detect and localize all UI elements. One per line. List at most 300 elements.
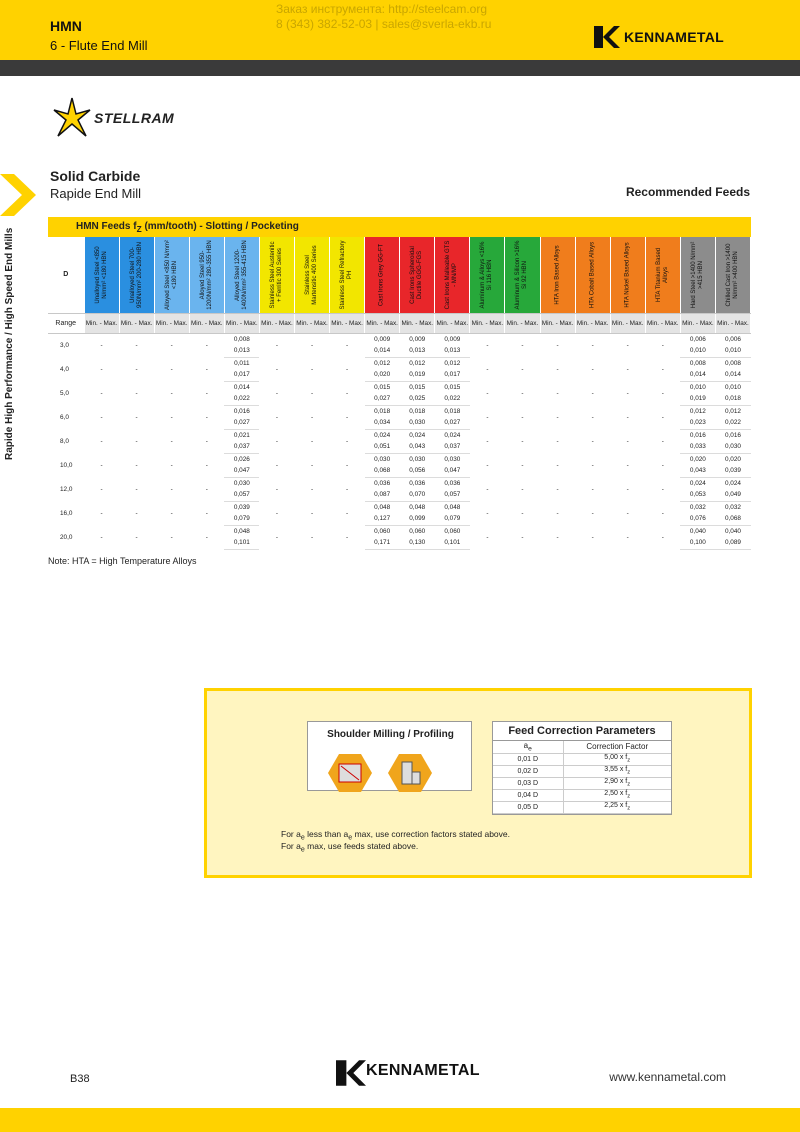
feed-min-cell: 0,040 bbox=[724, 527, 741, 535]
diameter-cell: 5,0 bbox=[60, 389, 69, 397]
empty-cell: - bbox=[100, 389, 103, 397]
recommended-feeds-title: Recommended Feeds bbox=[625, 185, 750, 199]
feed-max-cell: 0,079 bbox=[224, 513, 259, 525]
material-label: Cast Irons Malleable GTS - MN/MP bbox=[445, 240, 459, 310]
empty-cell: - bbox=[626, 437, 629, 445]
material-label: Stainless Steel Refractory PH bbox=[340, 240, 354, 310]
table-row bbox=[48, 405, 751, 417]
empty-cell: - bbox=[556, 509, 559, 517]
empty-cell: - bbox=[170, 533, 173, 541]
empty-cell: - bbox=[135, 365, 138, 373]
feed-max-cell: 0,014 bbox=[680, 369, 715, 381]
empty-cell: - bbox=[486, 437, 489, 445]
table-row bbox=[48, 333, 751, 345]
minmax-label: Min. - Max. bbox=[610, 313, 645, 333]
empty-cell: - bbox=[556, 389, 559, 397]
empty-cell: - bbox=[486, 461, 489, 469]
empty-cell: - bbox=[310, 341, 314, 349]
empty-cell: - bbox=[275, 509, 278, 517]
section-title: Solid Carbide bbox=[50, 168, 141, 184]
table-row bbox=[48, 453, 751, 465]
minmax-label: Min. - Max. bbox=[119, 313, 154, 333]
feed-min-cell: 0,048 bbox=[374, 503, 391, 511]
material-header bbox=[330, 237, 365, 313]
hta-note: Note: HTA = High Temperature Alloys bbox=[48, 556, 197, 566]
empty-cell: - bbox=[170, 485, 173, 493]
material-header bbox=[259, 237, 294, 313]
feed-max-cell: 0,030 bbox=[400, 417, 435, 429]
feed-max-cell: 0,047 bbox=[224, 465, 259, 477]
shoulder-milling-panel bbox=[307, 721, 472, 791]
empty-cell: - bbox=[100, 485, 103, 493]
empty-cell: - bbox=[556, 533, 559, 541]
material-header bbox=[505, 237, 540, 313]
empty-cell: - bbox=[135, 389, 138, 397]
empty-cell: - bbox=[346, 413, 349, 421]
material-label: Aluminum & Alloys <16% Si 116 HBN bbox=[480, 241, 494, 309]
minmax-label: Min. - Max. bbox=[224, 313, 259, 333]
factor-value: 2,50 x $f_z$ bbox=[563, 789, 671, 801]
diameter-cell: 10,0 bbox=[60, 461, 73, 469]
material-label: Alloyed Steel <850 N/mm² <180 HBN bbox=[164, 239, 178, 310]
empty-cell: - bbox=[626, 413, 629, 421]
product-name: HMN bbox=[50, 18, 82, 34]
feed-max-cell: 0,014 bbox=[365, 345, 400, 357]
empty-cell: - bbox=[205, 437, 208, 445]
feed-max-cell: 0,039 bbox=[715, 465, 750, 477]
ae-value: 0,05 D bbox=[493, 801, 563, 813]
page-number: B38 bbox=[70, 1073, 90, 1085]
factor-header: Correction Factor bbox=[563, 741, 671, 753]
empty-cell: - bbox=[521, 413, 524, 421]
empty-cell: - bbox=[205, 509, 208, 517]
empty-cell: - bbox=[135, 413, 138, 421]
material-label: HTA Iron Based Alloys bbox=[554, 245, 561, 305]
feed-max-cell: 0,130 bbox=[400, 537, 435, 549]
feed-max-cell: 0,023 bbox=[680, 417, 715, 429]
feed-max-cell: 0,034 bbox=[365, 417, 400, 429]
empty-cell: - bbox=[661, 437, 664, 445]
feed-min-cell: 0,032 bbox=[689, 503, 706, 511]
product-subtitle: 6 - Flute End Mill bbox=[50, 38, 148, 53]
empty-cell: - bbox=[661, 533, 664, 541]
feed-max-cell: 0,037 bbox=[435, 441, 470, 453]
empty-cell: - bbox=[135, 341, 138, 349]
feed-max-cell: 0,013 bbox=[400, 345, 435, 357]
material-header bbox=[680, 237, 715, 313]
table-row bbox=[48, 477, 751, 489]
feed-min-cell: 0,009 bbox=[444, 335, 461, 343]
feed-max-cell: 0,030 bbox=[715, 441, 750, 453]
empty-cell: - bbox=[275, 533, 278, 541]
feed-max-cell: 0,099 bbox=[400, 513, 435, 525]
ae-value: 0,04 D bbox=[493, 789, 563, 801]
stellram-star-icon bbox=[52, 96, 92, 140]
empty-cell: - bbox=[310, 533, 314, 541]
feed-min-cell: 0,024 bbox=[689, 479, 706, 487]
material-header bbox=[470, 237, 505, 313]
d-header: D bbox=[48, 237, 84, 313]
feed-max-cell: 0,068 bbox=[365, 465, 400, 477]
feed-min-cell: 0,006 bbox=[724, 335, 741, 343]
empty-cell: - bbox=[170, 509, 173, 517]
material-label: HTA Nickel Based Alloys bbox=[624, 242, 631, 308]
correction-row bbox=[493, 753, 671, 765]
feed-min-cell: 0,008 bbox=[233, 335, 250, 343]
feed-min-cell: 0,021 bbox=[233, 431, 250, 439]
empty-cell: - bbox=[275, 461, 278, 469]
material-label: Unalloyed Steel 700-950N/mm² 200-280 HBN bbox=[129, 241, 143, 308]
material-label: Stainless Steel Martensitic 400 Series bbox=[305, 245, 318, 305]
ae-header: $a_e$ bbox=[493, 741, 563, 753]
feed-min-cell: 0,012 bbox=[409, 359, 426, 367]
empty-cell: - bbox=[205, 341, 208, 349]
material-header bbox=[224, 237, 259, 313]
website-link[interactable]: www.kennametal.com bbox=[609, 1070, 726, 1084]
empty-cell: - bbox=[135, 485, 138, 493]
empty-cell: - bbox=[100, 509, 103, 517]
empty-cell: - bbox=[626, 341, 629, 349]
minmax-label: Min. - Max. bbox=[540, 313, 575, 333]
empty-cell: - bbox=[135, 533, 138, 541]
empty-cell: - bbox=[661, 509, 664, 517]
empty-cell: - bbox=[591, 485, 594, 493]
ae-value: 0,01 D bbox=[493, 753, 563, 765]
factor-value: 2,25 x $f_z$ bbox=[563, 801, 671, 813]
empty-cell: - bbox=[591, 389, 594, 397]
feed-min-cell: 0,024 bbox=[374, 431, 391, 439]
minmax-label: Min. - Max. bbox=[715, 313, 750, 333]
feed-min-cell: 0,012 bbox=[724, 407, 741, 415]
material-label: Stainless Steel Austenitic + Ferritic 300 Series bbox=[269, 241, 283, 309]
empty-cell: - bbox=[275, 365, 278, 373]
empty-cell: - bbox=[486, 389, 489, 397]
empty-cell: - bbox=[100, 437, 103, 445]
empty-cell: - bbox=[591, 533, 594, 541]
empty-cell: - bbox=[521, 461, 524, 469]
feed-max-cell: 0,019 bbox=[680, 393, 715, 405]
feed-min-cell: 0,048 bbox=[409, 503, 426, 511]
minmax-label: Min. - Max. bbox=[435, 313, 470, 333]
minmax-label: Min. - Max. bbox=[154, 313, 189, 333]
empty-cell: - bbox=[346, 389, 349, 397]
material-label: Unalloyed Steel <850 N/mm² <180 HBN bbox=[94, 246, 108, 304]
feed-max-cell: 0,057 bbox=[224, 489, 259, 501]
diameter-cell: 20,0 bbox=[60, 533, 73, 541]
correction-note-1: For $a_e$ less than $a_e$ max, use correction factors stated above. bbox=[281, 829, 511, 842]
empty-cell: - bbox=[521, 389, 524, 397]
empty-cell: - bbox=[346, 533, 349, 541]
empty-cell: - bbox=[626, 485, 629, 493]
material-label: Cast Irons Grey GG-FT bbox=[378, 243, 385, 306]
empty-cell: - bbox=[486, 365, 489, 373]
empty-cell: - bbox=[310, 389, 314, 397]
empty-cell: - bbox=[556, 437, 559, 445]
feed-min-cell: 0,048 bbox=[444, 503, 461, 511]
diameter-cell: 3,0 bbox=[60, 341, 69, 349]
material-header bbox=[154, 237, 189, 313]
feed-max-cell: 0,010 bbox=[680, 345, 715, 357]
feed-max-cell: 0,027 bbox=[365, 393, 400, 405]
table-row bbox=[48, 357, 751, 369]
empty-cell: - bbox=[661, 389, 664, 397]
empty-cell: - bbox=[521, 437, 524, 445]
feed-min-cell: 0,015 bbox=[444, 383, 461, 391]
footer-kennametal-k-icon bbox=[336, 1060, 362, 1082]
diameter-cell: 6,0 bbox=[60, 413, 69, 421]
feed-min-cell: 0,026 bbox=[233, 455, 250, 463]
feed-min-cell: 0,030 bbox=[409, 455, 426, 463]
kennametal-logo bbox=[594, 26, 724, 48]
minmax-label: Min. - Max. bbox=[330, 313, 365, 333]
empty-cell: - bbox=[170, 341, 173, 349]
empty-cell: - bbox=[135, 509, 138, 517]
material-label: Alloyed Steel 1200-1400N/mm² 355-415 HBN bbox=[234, 240, 248, 310]
feed-min-cell: 0,016 bbox=[689, 431, 706, 439]
empty-cell: - bbox=[661, 485, 664, 493]
correction-row bbox=[493, 777, 671, 789]
empty-cell: - bbox=[135, 437, 138, 445]
feed-max-cell: 0,057 bbox=[435, 489, 470, 501]
empty-cell: - bbox=[661, 461, 664, 469]
feeds-table-title: HMN Feeds $f_Z$ (mm/tooth) - Slotting / Pocketing bbox=[48, 217, 751, 237]
feed-max-cell: 0,079 bbox=[435, 513, 470, 525]
shoulder-milling-icon bbox=[328, 754, 372, 792]
empty-cell: - bbox=[275, 413, 278, 421]
empty-cell: - bbox=[486, 413, 489, 421]
correction-row bbox=[493, 765, 671, 777]
empty-cell: - bbox=[205, 389, 208, 397]
empty-cell: - bbox=[310, 413, 314, 421]
feed-max-cell: 0,047 bbox=[435, 465, 470, 477]
feed-max-cell: 0,013 bbox=[435, 345, 470, 357]
feed-min-cell: 0,030 bbox=[444, 455, 461, 463]
empty-cell: - bbox=[205, 365, 208, 373]
material-label: HTA Cobalt Based Alloys bbox=[589, 241, 596, 308]
material-header bbox=[645, 237, 680, 313]
stellram-logo bbox=[52, 96, 174, 140]
footer-band bbox=[0, 1108, 800, 1132]
table-row bbox=[48, 381, 751, 393]
correction-row bbox=[493, 801, 671, 813]
feed-min-cell: 0,039 bbox=[233, 503, 250, 511]
correction-note-2: For $a_e$ max, use feeds stated above. bbox=[281, 841, 419, 854]
minmax-label: Min. - Max. bbox=[645, 313, 680, 333]
feed-max-cell: 0,027 bbox=[435, 417, 470, 429]
order-line-1[interactable]: Заказ инструмента: http://steelcam.org bbox=[276, 2, 488, 16]
feed-max-cell: 0,056 bbox=[400, 465, 435, 477]
minmax-label: Min. - Max. bbox=[84, 313, 119, 333]
empty-cell: - bbox=[100, 461, 103, 469]
feed-max-cell: 0,033 bbox=[680, 441, 715, 453]
feed-min-cell: 0,030 bbox=[233, 479, 250, 487]
order-info bbox=[276, 2, 536, 32]
empty-cell: - bbox=[100, 365, 103, 373]
material-header bbox=[365, 237, 400, 313]
feed-min-cell: 0,015 bbox=[374, 383, 391, 391]
feed-min-cell: 0,008 bbox=[724, 359, 741, 367]
feed-max-cell: 0,087 bbox=[365, 489, 400, 501]
empty-cell: - bbox=[591, 509, 594, 517]
table-row bbox=[48, 501, 751, 513]
material-header bbox=[84, 237, 119, 313]
minmax-label: Min. - Max. bbox=[189, 313, 224, 333]
feed-min-cell: 0,020 bbox=[689, 455, 706, 463]
material-header bbox=[294, 237, 329, 313]
feed-min-cell: 0,024 bbox=[724, 479, 741, 487]
side-label: Rapide High Performance / High Speed End Mills bbox=[4, 227, 15, 460]
table-row bbox=[48, 429, 751, 441]
diameter-cell: 8,0 bbox=[60, 437, 69, 445]
empty-cell: - bbox=[591, 341, 594, 349]
material-label: HTA Titanium Based Alloys bbox=[655, 247, 669, 302]
empty-cell: - bbox=[275, 389, 278, 397]
empty-cell: - bbox=[205, 413, 208, 421]
feed-min-cell: 0,016 bbox=[233, 407, 250, 415]
feed-correction-table bbox=[492, 721, 672, 815]
feed-min-cell: 0,048 bbox=[233, 527, 250, 535]
range-header: Range bbox=[48, 313, 84, 333]
feed-min-cell: 0,036 bbox=[409, 479, 426, 487]
material-label: Hard Steel >1400 N/mm² >415 HBN bbox=[690, 241, 704, 309]
minmax-label: Min. - Max. bbox=[680, 313, 715, 333]
feed-max-cell: 0,025 bbox=[400, 393, 435, 405]
factor-value: 2,90 x $f_z$ bbox=[563, 777, 671, 789]
empty-cell: - bbox=[591, 437, 594, 445]
empty-cell: - bbox=[626, 389, 629, 397]
ae-value: 0,02 D bbox=[493, 765, 563, 777]
empty-cell: - bbox=[310, 437, 314, 445]
feed-min-cell: 0,024 bbox=[409, 431, 426, 439]
feed-min-cell: 0,012 bbox=[444, 359, 461, 367]
feed-min-cell: 0,009 bbox=[374, 335, 391, 343]
empty-cell: - bbox=[346, 461, 349, 469]
diameter-cell: 12,0 bbox=[60, 485, 73, 493]
feed-max-cell: 0,049 bbox=[715, 489, 750, 501]
feed-min-cell: 0,018 bbox=[444, 407, 461, 415]
empty-cell: - bbox=[521, 533, 524, 541]
empty-cell: - bbox=[310, 509, 314, 517]
material-label: Alloyed Steel 950-1200N/mm² 280-355 HBN bbox=[199, 240, 213, 310]
feed-max-cell: 0,070 bbox=[400, 489, 435, 501]
empty-cell: - bbox=[170, 365, 173, 373]
empty-cell: - bbox=[346, 509, 349, 517]
feed-max-cell: 0,017 bbox=[435, 369, 470, 381]
empty-cell: - bbox=[205, 485, 208, 493]
empty-cell: - bbox=[100, 533, 103, 541]
feed-max-cell: 0,043 bbox=[680, 465, 715, 477]
empty-cell: - bbox=[521, 509, 524, 517]
feed-min-cell: 0,014 bbox=[233, 383, 250, 391]
footer-kennametal-logo bbox=[336, 1060, 480, 1082]
empty-cell: - bbox=[170, 389, 173, 397]
feed-max-cell: 0,043 bbox=[400, 441, 435, 453]
feed-max-cell: 0,127 bbox=[365, 513, 400, 525]
feed-min-cell: 0,030 bbox=[374, 455, 391, 463]
kennametal-wordmark: KENNAMETAL bbox=[624, 29, 724, 45]
empty-cell: - bbox=[556, 485, 559, 493]
material-header bbox=[540, 237, 575, 313]
empty-cell: - bbox=[556, 365, 559, 373]
material-header bbox=[610, 237, 645, 313]
empty-cell: - bbox=[486, 485, 489, 493]
empty-cell: - bbox=[275, 437, 278, 445]
feed-max-cell: 0,101 bbox=[224, 537, 259, 549]
material-header bbox=[189, 237, 224, 313]
empty-cell: - bbox=[205, 461, 208, 469]
feed-max-cell: 0,027 bbox=[224, 417, 259, 429]
empty-cell: - bbox=[310, 461, 314, 469]
order-line-2[interactable]: 8 (343) 382-52-03 | sales@sverla-ekb.ru bbox=[276, 17, 492, 31]
feed-max-cell: 0,013 bbox=[224, 345, 259, 357]
feed-max-cell: 0,022 bbox=[715, 417, 750, 429]
empty-cell: - bbox=[170, 413, 173, 421]
empty-cell: - bbox=[100, 341, 103, 349]
kennametal-k-icon bbox=[594, 26, 620, 48]
correction-box bbox=[204, 688, 752, 878]
feed-min-cell: 0,018 bbox=[409, 407, 426, 415]
feed-min-cell: 0,032 bbox=[724, 503, 741, 511]
diameter-cell: 4,0 bbox=[60, 365, 69, 373]
feed-max-cell: 0,020 bbox=[365, 369, 400, 381]
stellram-wordmark: STELLRAM bbox=[94, 110, 175, 126]
feed-max-cell: 0,019 bbox=[400, 369, 435, 381]
empty-cell: - bbox=[135, 461, 138, 469]
empty-cell: - bbox=[591, 413, 594, 421]
profiling-icon bbox=[388, 754, 432, 792]
shoulder-milling-title: Shoulder Milling / Profiling bbox=[327, 729, 454, 740]
feed-correction-title: Feed Correction Parameters bbox=[493, 722, 671, 741]
empty-cell: - bbox=[626, 365, 629, 373]
material-header bbox=[400, 237, 435, 313]
feed-min-cell: 0,040 bbox=[689, 527, 706, 535]
feed-min-cell: 0,011 bbox=[234, 359, 250, 367]
empty-cell: - bbox=[591, 365, 594, 373]
empty-cell: - bbox=[556, 413, 559, 421]
feed-min-cell: 0,010 bbox=[689, 383, 706, 391]
empty-cell: - bbox=[205, 533, 208, 541]
feed-max-cell: 0,017 bbox=[224, 369, 259, 381]
minmax-label: Min. - Max. bbox=[400, 313, 435, 333]
feed-max-cell: 0,100 bbox=[680, 537, 715, 549]
empty-cell: - bbox=[346, 437, 349, 445]
feed-max-cell: 0,053 bbox=[680, 489, 715, 501]
minmax-label: Min. - Max. bbox=[294, 313, 329, 333]
empty-cell: - bbox=[556, 341, 559, 349]
factor-value: 5,00 x $f_z$ bbox=[563, 753, 671, 765]
footer-kennametal-wordmark: KENNAMETAL bbox=[366, 1062, 480, 1079]
material-label: Aluminum & Silicon >16% Si 92 HBN bbox=[515, 240, 529, 310]
minmax-label: Min. - Max. bbox=[470, 313, 505, 333]
feed-max-cell: 0,037 bbox=[224, 441, 259, 453]
empty-cell: - bbox=[310, 365, 314, 373]
feed-min-cell: 0,024 bbox=[444, 431, 461, 439]
section-subtitle: Rapide End Mill bbox=[50, 186, 142, 201]
empty-cell: - bbox=[591, 461, 594, 469]
feed-min-cell: 0,012 bbox=[374, 359, 391, 367]
empty-cell: - bbox=[521, 485, 524, 493]
diameter-cell: 16,0 bbox=[60, 509, 73, 517]
empty-cell: - bbox=[556, 461, 559, 469]
feed-max-cell: 0,101 bbox=[435, 537, 470, 549]
material-header bbox=[119, 237, 154, 313]
minmax-label: Min. - Max. bbox=[259, 313, 294, 333]
empty-cell: - bbox=[275, 341, 278, 349]
feed-min-cell: 0,008 bbox=[689, 359, 706, 367]
empty-cell: - bbox=[521, 341, 524, 349]
material-header bbox=[575, 237, 610, 313]
feed-min-cell: 0,020 bbox=[724, 455, 741, 463]
